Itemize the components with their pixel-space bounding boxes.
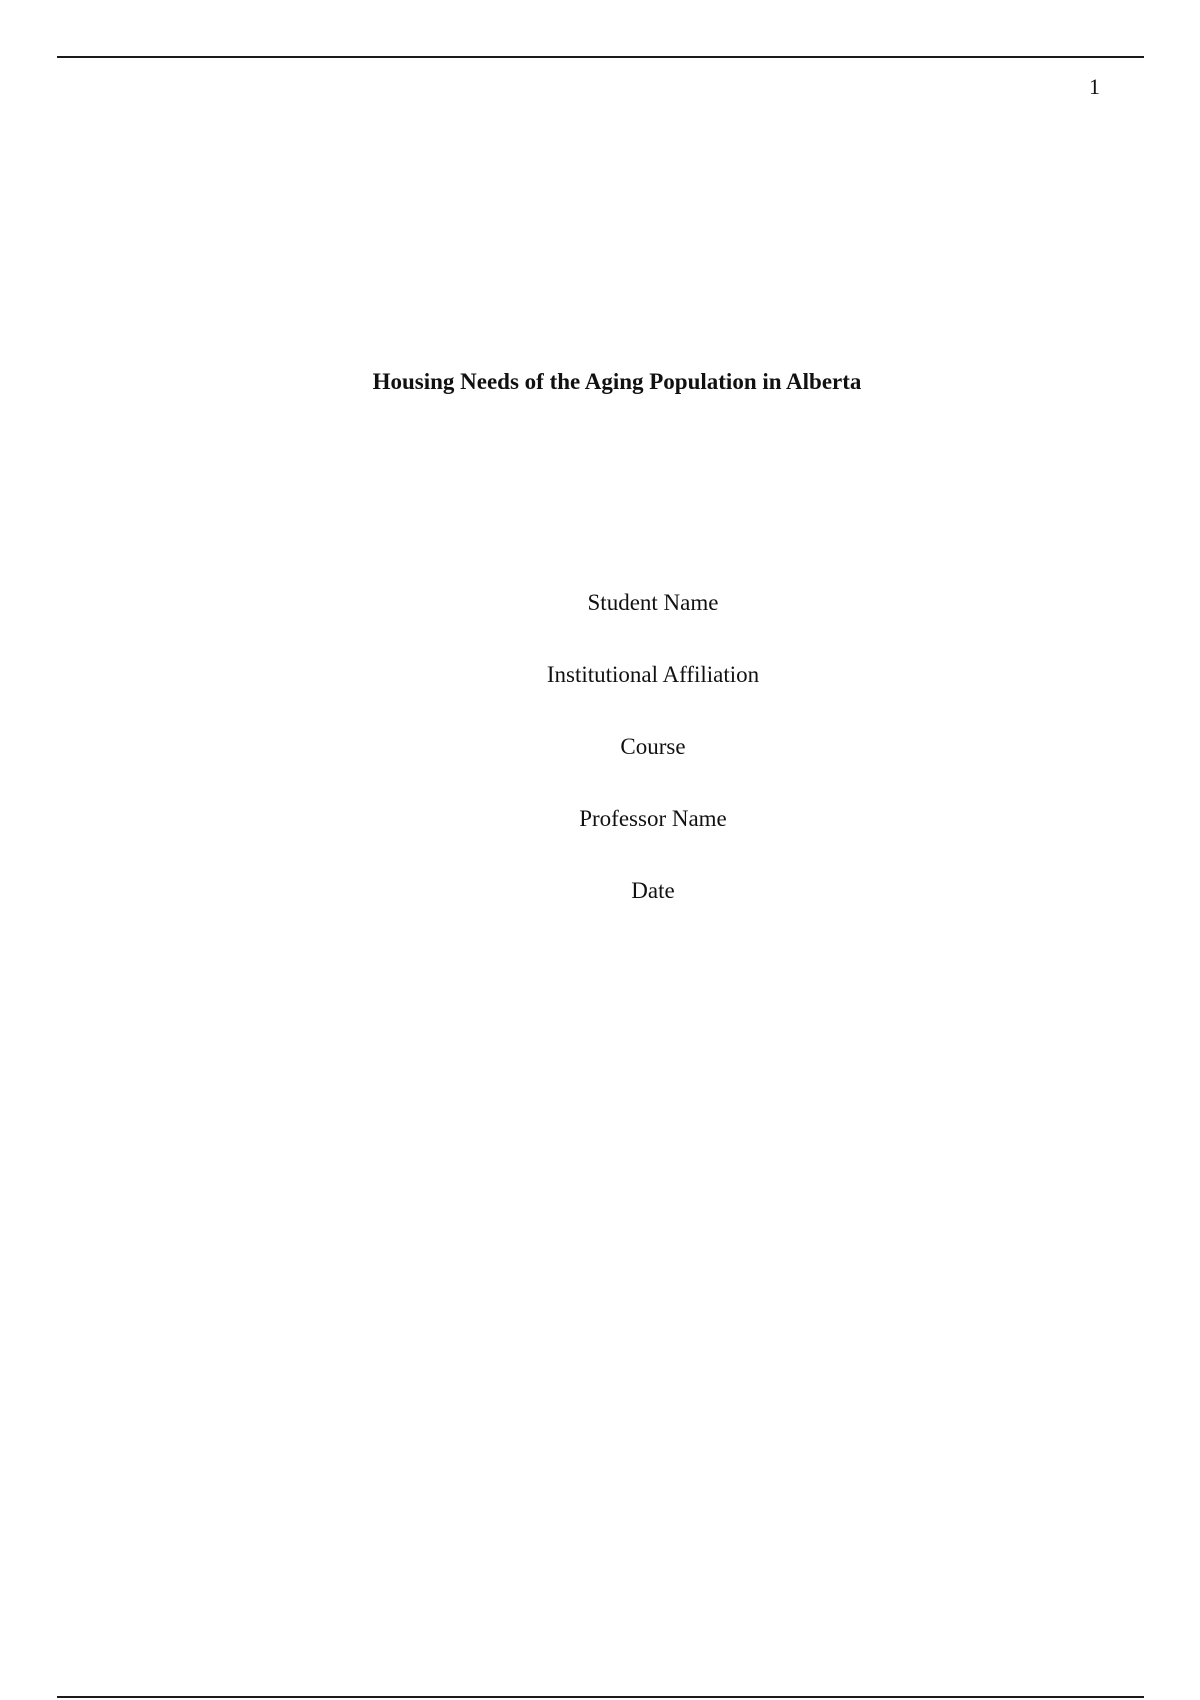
page-number: 1 xyxy=(1089,74,1100,99)
document-title: Housing Needs of the Aging Population in Alberta xyxy=(372,369,862,394)
professor-name: Professor Name xyxy=(579,806,727,831)
title-page-details xyxy=(0,588,1200,948)
footer-rule xyxy=(57,1696,1144,1698)
institutional-affiliation: Institutional Affiliation xyxy=(546,662,760,687)
student-name: Student Name xyxy=(587,590,719,615)
date: Date xyxy=(631,878,675,903)
header-rule xyxy=(57,56,1144,58)
course: Course xyxy=(620,734,686,759)
